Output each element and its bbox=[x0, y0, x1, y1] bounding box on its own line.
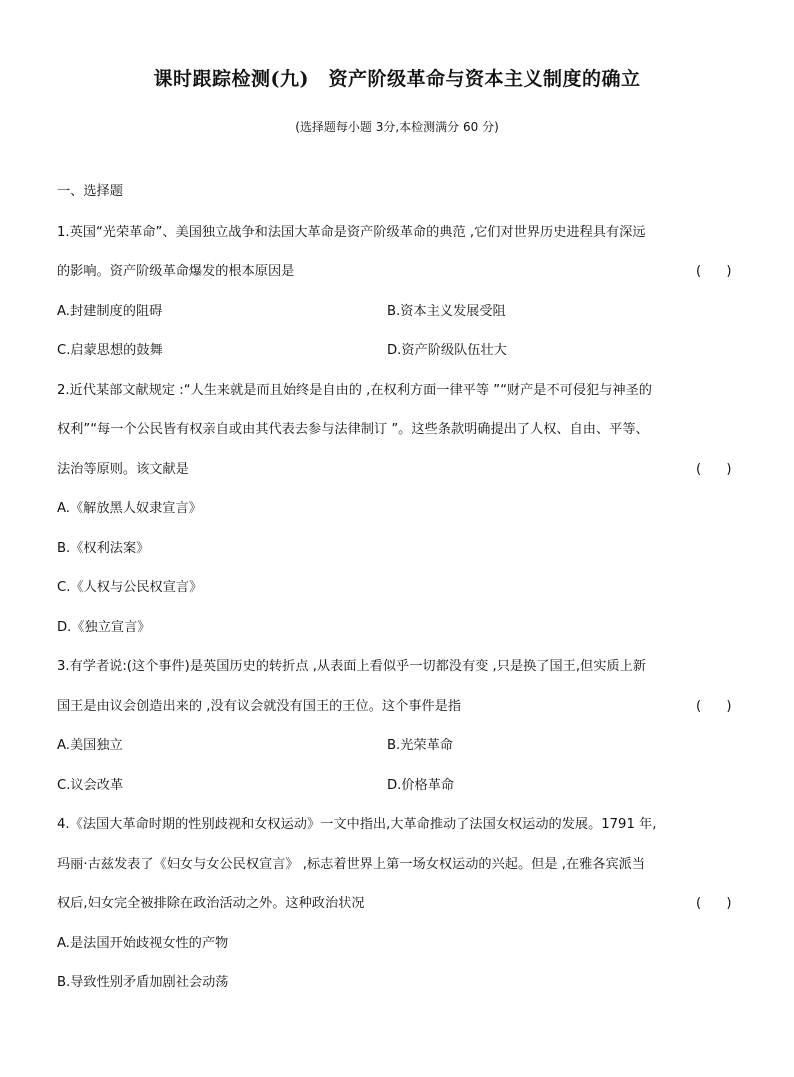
question-2-option-c: C.《人权与公民权宣言》 bbox=[57, 580, 203, 595]
section-heading: 一、选择题 bbox=[57, 184, 123, 199]
question-1-option-c: C.启蒙思想的鼓舞 bbox=[57, 343, 163, 358]
question-4-option-b: B.导致性别矛盾加剧社会动荡 bbox=[57, 975, 229, 990]
question-4-line-1: 4.《法国大革命时期的性别歧视和女权运动》一文中指出,大革命推动了法国女权运动的发展。1791 年, bbox=[57, 817, 657, 832]
question-1-option-a: A.封建制度的阻碍 bbox=[57, 304, 163, 319]
question-4-answer-blank: ( ) bbox=[696, 896, 738, 911]
page-subtitle: (选择题每小题 3分,本检测满分 60 分) bbox=[295, 120, 499, 134]
question-2-option-a: A.《解放黑人奴隶宣言》 bbox=[57, 501, 202, 516]
question-1-line-2: 的影响。资产阶级革命爆发的根本原因是 bbox=[57, 264, 295, 279]
question-3-line-1: 3.有学者说:(这个事件)是英国历史的转折点 ,从表面上看似乎一切都没有变 ,只是换了国王,但实质上新 bbox=[57, 659, 646, 674]
question-2-option-d: D.《独立宣言》 bbox=[57, 620, 151, 635]
question-2-option-b: B.《权利法案》 bbox=[57, 541, 150, 556]
question-1-line-1: 1.英国“光荣革命”、美国独立战争和法国大革命是资产阶级革命的典范 ,它们对世界历史进程具有深远 bbox=[57, 225, 646, 240]
question-2-line-1: 2.近代某部文献规定 :“人生来就是而且始终是自由的 ,在权利方面一律平等 ”“财产是不可侵犯与神圣的 bbox=[57, 383, 652, 398]
question-1-answer-blank: ( ) bbox=[696, 264, 738, 279]
question-4-line-3: 权后,妇女完全被排除在政治活动之外。这种政治状况 bbox=[57, 896, 365, 911]
question-3-line-2: 国王是由议会创造出来的 ,没有议会就没有国王的王位。这个事件是指 bbox=[57, 699, 462, 714]
question-3-option-b: B.光荣革命 bbox=[387, 738, 453, 753]
question-2-answer-blank: ( ) bbox=[696, 462, 738, 477]
question-1-option-b: B.资本主义发展受阻 bbox=[387, 304, 506, 319]
question-2-line-3: 法治等原则。该文献是 bbox=[57, 462, 189, 477]
question-3-answer-blank: ( ) bbox=[696, 699, 738, 714]
question-3-option-d: D.价格革命 bbox=[387, 778, 455, 793]
question-3-option-c: C.议会改革 bbox=[57, 778, 124, 793]
question-2-line-2: 权利”“每一个公民皆有权亲自或由其代表去参与法律制订 ”。这些条款明确提出了人权、自由、平等、 bbox=[57, 422, 649, 437]
page-title: 课时跟踪检测(九) 资产阶级革命与资本主义制度的确立 bbox=[153, 68, 641, 90]
question-4-option-a: A.是法国开始歧视女性的产物 bbox=[57, 936, 229, 951]
question-1-option-d: D.资产阶级队伍壮大 bbox=[387, 343, 507, 358]
question-3-option-a: A.美国独立 bbox=[57, 738, 123, 753]
question-4-line-2: 玛丽·古兹发表了《妇女与女公民权宣言》 ,标志着世界上第一场女权运动的兴起。但是 ,在雅各宾派当 bbox=[57, 857, 646, 872]
